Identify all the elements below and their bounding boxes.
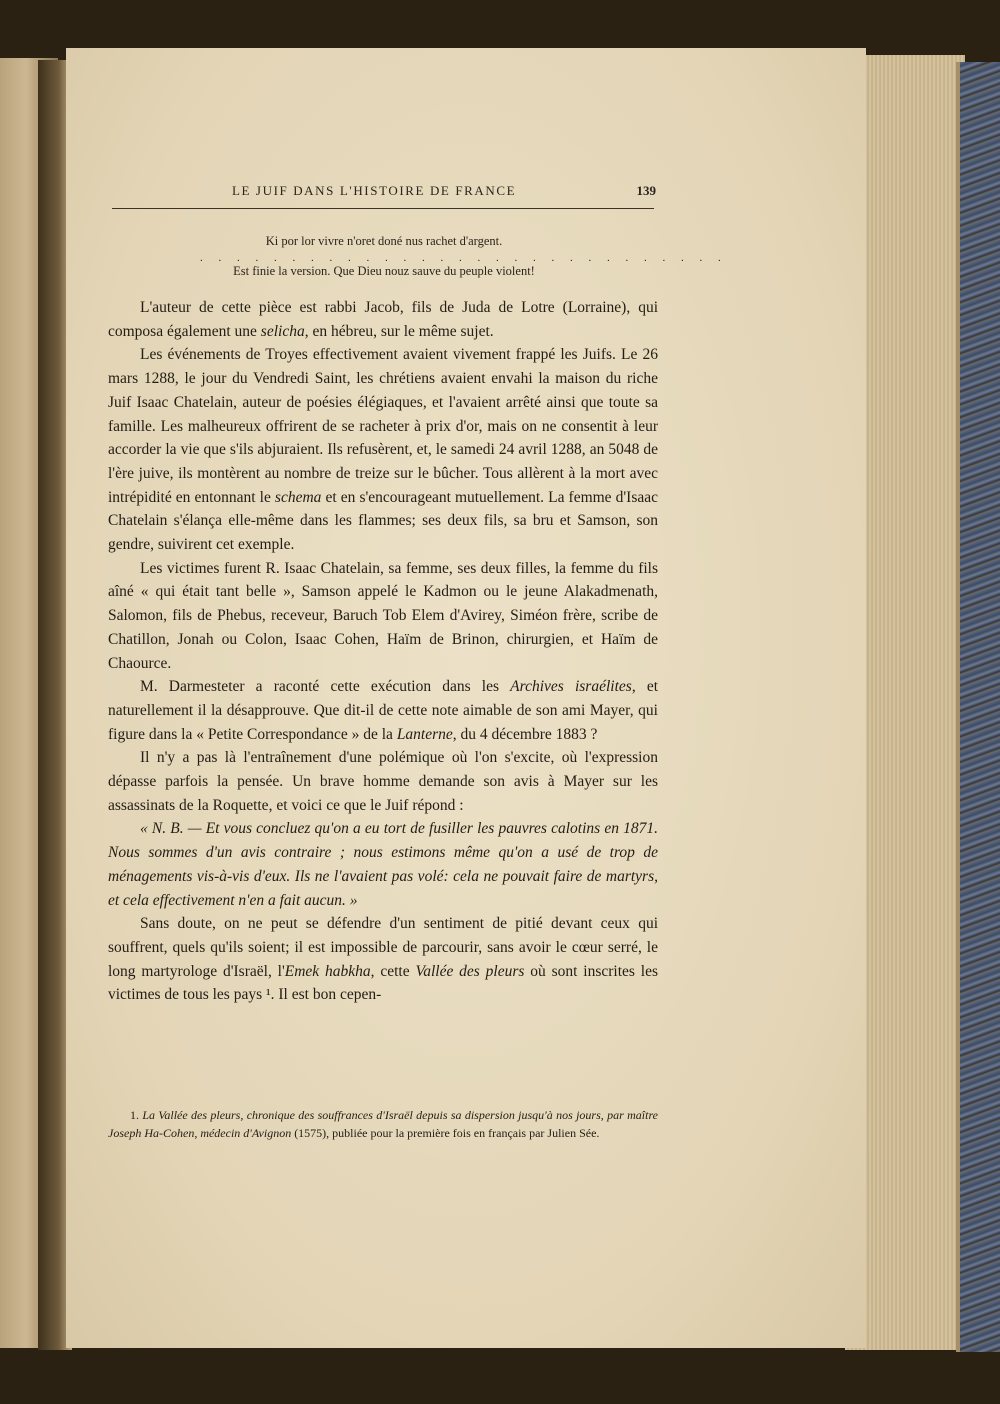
quoted-note: « N. B. — Et vous concluez qu'on a eu tort de fusiller les pauvres calotins en 1871. Nous sommes d'un avis contraire ; nous estimons même qu'on a usé de trop de ménagements vis-à-vis d'eux. Ils ne l'avaient pas volé: cela ne pouvait faire de martyrs, et cela effectivement n'en a fait aucun. » [108,820,658,909]
paragraph-4 [108,675,658,746]
footnote-title: La Vallée des pleurs, chronique des souffrances d'Israël depuis sa dispersion jusqu'à nos jours, par maître Joseph Ha-Cohen, médecin d'Avignon [108,1108,659,1140]
text-run: M. Darmesteter a raconté cette exécution dans les [140,678,511,696]
italic-title: Emek habkha [284,962,371,980]
text-run: et en s'encourageant mutuellement. La femme d'Isaac Chatelain s'élança elle-même dans les flammes; ses deux fils, sa bru et Samson, son gendre, suivirent cet exemple. [108,488,659,554]
text-run: , en hébreu, sur le même sujet. [304,322,494,340]
italic-title: Archives israélites [510,678,632,696]
text-run: L'auteur de cette pièce est rabbi Jacob, fils de Juda de Lotre (Lorraine), qui composa également une [108,299,658,340]
paragraph-3: Les victimes furent R. Isaac Chatelain, sa femme, ses deux filles, la femme du fils aîné « qui était tant belle », Samson appelé le Kadmon ou le jeune Alakadmenath, Salomon, fils de Phebus, receveur, Baruch Tob Elem d'Avirey, Siméon frère, scribe de Chatillon, Jonah ou Colon, Isaac Cohen, Haïm de Brinon, chirurgien, et Haïm de Chaource. [108,559,658,672]
marbled-cover-board [960,62,1000,1352]
footnote-marker: 1. [130,1108,143,1122]
italic-term: schema [274,488,322,506]
italic-term: selicha [260,322,305,340]
main-text [108,296,658,1007]
text-run: où sont inscrites les victimes de tous les pays ¹. Il est bon cepen- [108,962,658,1004]
text-run: , cette [370,962,416,980]
footnote-1 [108,1106,658,1142]
text-run: Les événements de Troyes effectivement avaient vivement frappé les Juifs. Le 26 mars 1288, le jour du Vendredi Saint, les chrétiens avaient envahi la maison du riche Juif Isaac Chatelain, auteur de poésies élégiaques, et l'avaient arrêté ainsi que toute sa famille. Les malheureux offrirent de se racheter à prix d'or, mais on ne consentit à leur accorder la vie que s'ils abjuraient. Ils refusèrent, et, le samedi 24 avril 1288, an 5048 de l'ère juive, ils montèrent au nombre de treize sur le bûcher. Tous allèrent à la mort avec intrépidité en entonnant le [108,346,658,506]
running-header [112,183,656,201]
paragraph-1 [108,296,658,343]
paragraph-5: Il n'y a pas là l'entraînement d'une polémique où l'on s'excite, où l'expression dépasse parfois la pensée. Un brave homme demande son avis à Mayer sur les assassinats de la Roquette, et voici ce que le Juif répond : [108,749,658,814]
italic-title: Lanterne [396,725,453,743]
paragraph-2 [108,343,658,556]
italic-title: Vallée des pleurs [415,962,525,980]
running-title: LE JUIF DANS L'HISTOIRE DE FRANCE [232,183,517,198]
footnote [108,1106,658,1142]
verse-line-1: Ki por lor vivre n'oret doné nus rachet d'argent. [265,234,503,248]
text-run: , et naturellement il la désapprouve. Que dit-il de cette note aimable de son ami Mayer, qui figure dans la « Petite Correspondance » de la [108,678,659,743]
text-run: , du 4 décembre 1883 ? [452,725,598,743]
header-rule [112,208,654,209]
verse-line-2: Est finie la version. Que Dieu nouz sauve du peuple violent! [233,264,535,278]
text-run: Sans doute, on ne peut se défendre d'un sentiment de pitié devant ceux qui souffrent, quels qu'ils soient; il est impossible de parcourir, sans avoir le cœur serré, le long martyrologe d'Israël, l' [108,915,658,980]
paragraph-7 [108,912,658,1007]
text-run: (1575), publiée pour la première fois en français par Julien Sée. [291,1126,600,1140]
verse-ellipsis: . . . . . . . . . . . . . . . . . . . . . . . . . . . . . [200,252,728,264]
page-number: 139 [636,183,656,198]
